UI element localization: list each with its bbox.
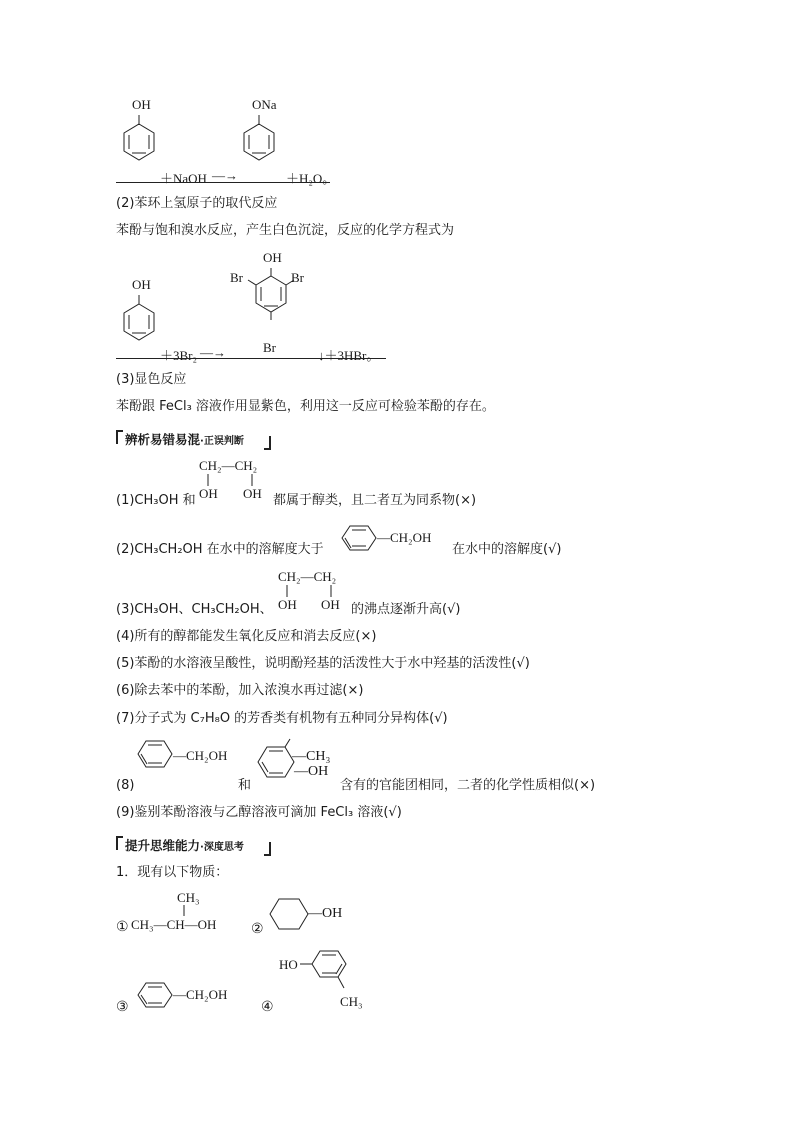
item-8-ch2oh: —CH₂OH xyxy=(173,748,228,763)
section-text-fecl3: 苯酚跟 FeCl₃ 溶液作用显紫色，利用这一反应可检验苯酚的存在。 xyxy=(116,399,495,414)
molecule-4-ho: HO xyxy=(279,957,298,972)
equation-underline xyxy=(116,182,330,183)
judgement-item-5: (5)苯酚的水溶液呈酸性，说明酚羟基的活泼性大于水中羟基的活泼性(√) xyxy=(116,656,530,671)
item-3-prefix: (3)CH₃OH、CH₃CH₂OH、 xyxy=(116,602,273,617)
reaction-arrow-2: —→ xyxy=(200,345,226,360)
item-8-ch3: —CH₃ xyxy=(292,749,331,764)
phenol-ring-icon-2 xyxy=(118,295,158,355)
glycol-top-2: CH₂—CH₂ xyxy=(278,569,337,584)
item-2-prefix: (2)CH₃CH₂OH 在水中的溶解度大于 xyxy=(116,542,324,557)
tribromophenol-ring-icon xyxy=(250,268,294,348)
bracket-right-2 xyxy=(264,842,271,856)
section-text-bromination: 苯酚与饱和溴水反应，产生白色沉淀，反应的化学方程式为 xyxy=(116,223,455,238)
glycol-oh-4: OH xyxy=(321,597,340,612)
box-subtitle-2: ·深度思考 xyxy=(200,842,244,853)
molecule-2-oh: —OH xyxy=(308,906,343,921)
item-8-label: (8) xyxy=(116,778,135,793)
reaction-arrow: —→ xyxy=(212,168,238,183)
br-bottom-label: Br xyxy=(263,340,276,355)
tribromophenol-oh-label: OH xyxy=(263,250,282,265)
benzyl-ch2oh: —CH₂OH xyxy=(377,530,432,545)
judgement-item-9: (9)鉴别苯酚溶液与乙醇溶液可滴加 FeCl₃ 溶液(√) xyxy=(116,805,402,820)
molecule-1-label: ① xyxy=(116,919,129,935)
molecule-4-ch3: CH₃ xyxy=(340,994,363,1009)
molecule-3-label: ③ xyxy=(116,999,129,1015)
bracket-left-2 xyxy=(116,836,123,850)
item-3-text: 的沸点逐渐升高(√) xyxy=(351,602,461,617)
phenoxide-ring-icon xyxy=(238,115,278,175)
glycol-oh-2: OH xyxy=(243,486,262,501)
item-1-prefix: (1)CH₃OH 和 xyxy=(116,493,196,508)
question-1-stem: 1．现有以下物质： xyxy=(116,865,229,880)
bracket-right xyxy=(264,436,271,450)
item-8-text: 含有的官能团相同，二者的化学性质相似(×) xyxy=(340,778,596,793)
item-1-text: 都属于醇类，且二者互为同系物(×) xyxy=(273,493,477,508)
phenol-ring-icon xyxy=(118,115,158,175)
product-ona-label: ONa xyxy=(252,97,277,112)
box-title-2: 提升思维能力 xyxy=(125,838,201,853)
item-8-and: 和 xyxy=(238,778,252,793)
glycol-oh-1: OH xyxy=(199,486,218,501)
glycol-oh-3: OH xyxy=(278,597,297,612)
br-right-label: Br xyxy=(291,270,304,285)
molecule-1-ch3-top: CH₃ xyxy=(177,890,200,905)
phenol-oh-label-2: OH xyxy=(132,277,151,292)
bracket-left xyxy=(116,430,123,444)
judgement-item-7: (7)分子式为 C₇H₈O 的芳香类有机物有五种同分异构体(√) xyxy=(116,711,448,726)
br-left-label: Br xyxy=(230,270,243,285)
box-title: 辨析易错易混 xyxy=(125,432,201,447)
box-subtitle: ·正误判断 xyxy=(200,436,244,447)
plus-3br2: ＋3Br₂ xyxy=(160,348,198,363)
precipitate-hbr: ↓＋3HBr。 xyxy=(318,348,380,363)
judgement-item-4: (4)所有的醇都能发生氧化反应和消去反应(×) xyxy=(116,629,377,644)
plus-naoh: ＋NaOH xyxy=(160,171,207,186)
molecule-2-label: ② xyxy=(251,921,264,937)
judgement-item-6: (6)除去苯中的苯酚，加入浓溴水再过滤(×) xyxy=(116,683,364,698)
section-heading-color: (3)显色反应 xyxy=(116,372,187,387)
item-2-text: 在水中的溶解度(√) xyxy=(452,542,562,557)
glycol-top: CH₂—CH₂ xyxy=(199,458,258,473)
molecule-3-ch2oh: —CH₂OH xyxy=(173,987,228,1002)
section-heading-substitution: (2)苯环上氢原子的取代反应 xyxy=(116,196,278,211)
phenol-oh-label: OH xyxy=(132,97,151,112)
item-8-oh: —OH xyxy=(294,764,329,779)
molecule-1-formula: CH₃—CH—OH xyxy=(131,917,217,932)
plus-h2o: ＋H₂O。 xyxy=(286,171,336,186)
molecule-4-label: ④ xyxy=(261,999,274,1015)
m-cresol-ring-icon xyxy=(300,946,360,996)
equation-underline-2 xyxy=(116,358,386,359)
